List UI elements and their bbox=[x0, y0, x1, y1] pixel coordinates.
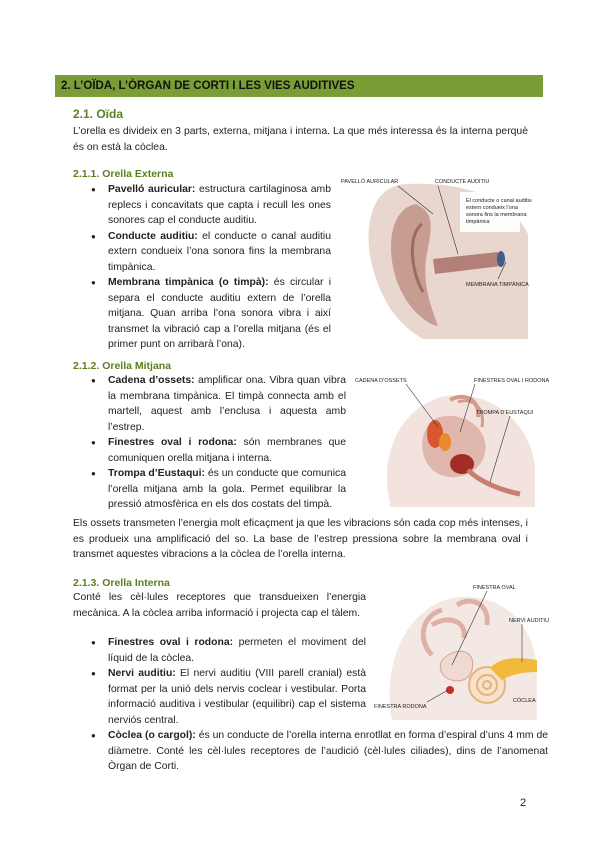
intro-paragraph: L’orella es divideix en 3 parts, externa, mitjana i interna. La que més interessa és la interna perquè és on està la còclea. bbox=[73, 126, 528, 153]
list-item: ● Conducte auditiu: el conducte o canal auditiu extern condueix l’ona sonora fins la membrana timpànica. bbox=[88, 229, 331, 276]
list-item: ● Nervi auditiu: El nervi auditiu (VIII parell cranial) està format per la unió dels nervis coclear i vestibular. Porta informació auditiva i vestibular (equilibri) cap el sistema nerviós central. bbox=[88, 666, 366, 728]
list-item: ● Finestres oval i rodona: són membranes que comuniquen orella mitjana i interna. bbox=[88, 435, 346, 466]
note-line: sonora fins la membrana bbox=[466, 212, 527, 218]
heading-orella-externa: 2.1.1. Orella Externa bbox=[73, 168, 174, 180]
label-membrana: MEMBRANA TIMPÀNICA bbox=[466, 282, 529, 288]
label-pavello: PAVELLÓ AURICULAR bbox=[341, 179, 399, 185]
label-oval: FINESTRA OVAL bbox=[473, 585, 516, 591]
section-title: 2. L’OÏDA, L’ÒRGAN DE CORTI I LES VIES AUDITIVES bbox=[55, 75, 543, 97]
label-rodona: FINESTRA RODONA bbox=[374, 704, 427, 710]
subsection-title-oida: 2.1. Oïda bbox=[73, 107, 124, 121]
ossets-paragraph: Els ossets transmeten l’energia molt eficaçment ja que les vibracions són cada cop més intenses, i es produeix una amplificació del so. La base de l’estrep pressiona sobre la membrana oval i transmet aquestes vibracions a la còclea de l’orella interna. bbox=[73, 518, 528, 560]
middle-ear-illustration bbox=[350, 372, 550, 508]
label-conducte: CONDUCTE AUDITIU bbox=[435, 179, 490, 185]
outer-ear-illustration bbox=[338, 174, 532, 344]
interna-intro: Conté les cèl·lules receptores que transdueixen l’energia mecànica. A la còclea arriba informació i projecta cap el tàlem. bbox=[73, 592, 366, 619]
list-item: ● Membrana timpànica (o timpà): és circular i separa el conducte auditiu extern de l’orella mitjana. Quan arriba l’ona sonora vibra i així transmet la vibració cap a l’orella mitjana (és el primer punt on arribarà l’ona). bbox=[88, 275, 331, 353]
inner-ear-illustration bbox=[372, 580, 549, 728]
note-line: timpànica bbox=[466, 219, 490, 225]
list-item: ● Pavelló auricular: estructura cartilaginosa amb replecs i concavitats que capta i recull les ones sonores cap el conducte auditiu. bbox=[88, 182, 331, 229]
label-cadena: CADENA D’OSSETS bbox=[355, 378, 407, 384]
label-finestres: FINESTRES OVAL I RODONA bbox=[474, 378, 550, 384]
list-item: ● Finestres oval i rodona: permeten el moviment del líquid de la còclea. bbox=[88, 635, 366, 666]
page-number: 2 bbox=[520, 797, 527, 809]
label-nervi: NERVI AUDITIU bbox=[509, 618, 549, 624]
note-line: El conducte o canal auditiu bbox=[466, 198, 532, 204]
label-coclea: CÒCLEA bbox=[513, 698, 536, 704]
heading-orella-interna: 2.1.3. Orella Interna bbox=[73, 577, 170, 589]
list-orella-externa bbox=[88, 182, 331, 353]
list-orella-mitjana bbox=[88, 373, 346, 513]
label-trompa: TROMPA D’EUSTAQUI bbox=[476, 410, 534, 416]
list-item: ● Trompa d’Eustaqui: és un conducte que comunica l’orella mitjana amb la gola. Permet equilibrar la pressió atmosfèrica en els dos costats del timpà. bbox=[88, 466, 346, 513]
list-item: ● Còclea (o cargol): és un conducte de l’orella interna enrotllat en forma d’espiral d’uns 4 mm de diàmetre. Conté les cèl·lules receptores de l’audició (cèl·lules ciliades), dins de l’anomenat Òrgan de Corti. bbox=[88, 728, 548, 775]
list-item: ● Cadena d’ossets: amplificar ona. Vibra quan vibra la membrana timpànica. El timpà connecta amb el martell, aquest amb l’enclusa i aquesta amb l’estrep. bbox=[88, 373, 346, 435]
note-line: extern condueix l’ona bbox=[466, 205, 518, 211]
heading-orella-mitjana: 2.1.2. Orella Mitjana bbox=[73, 360, 172, 372]
